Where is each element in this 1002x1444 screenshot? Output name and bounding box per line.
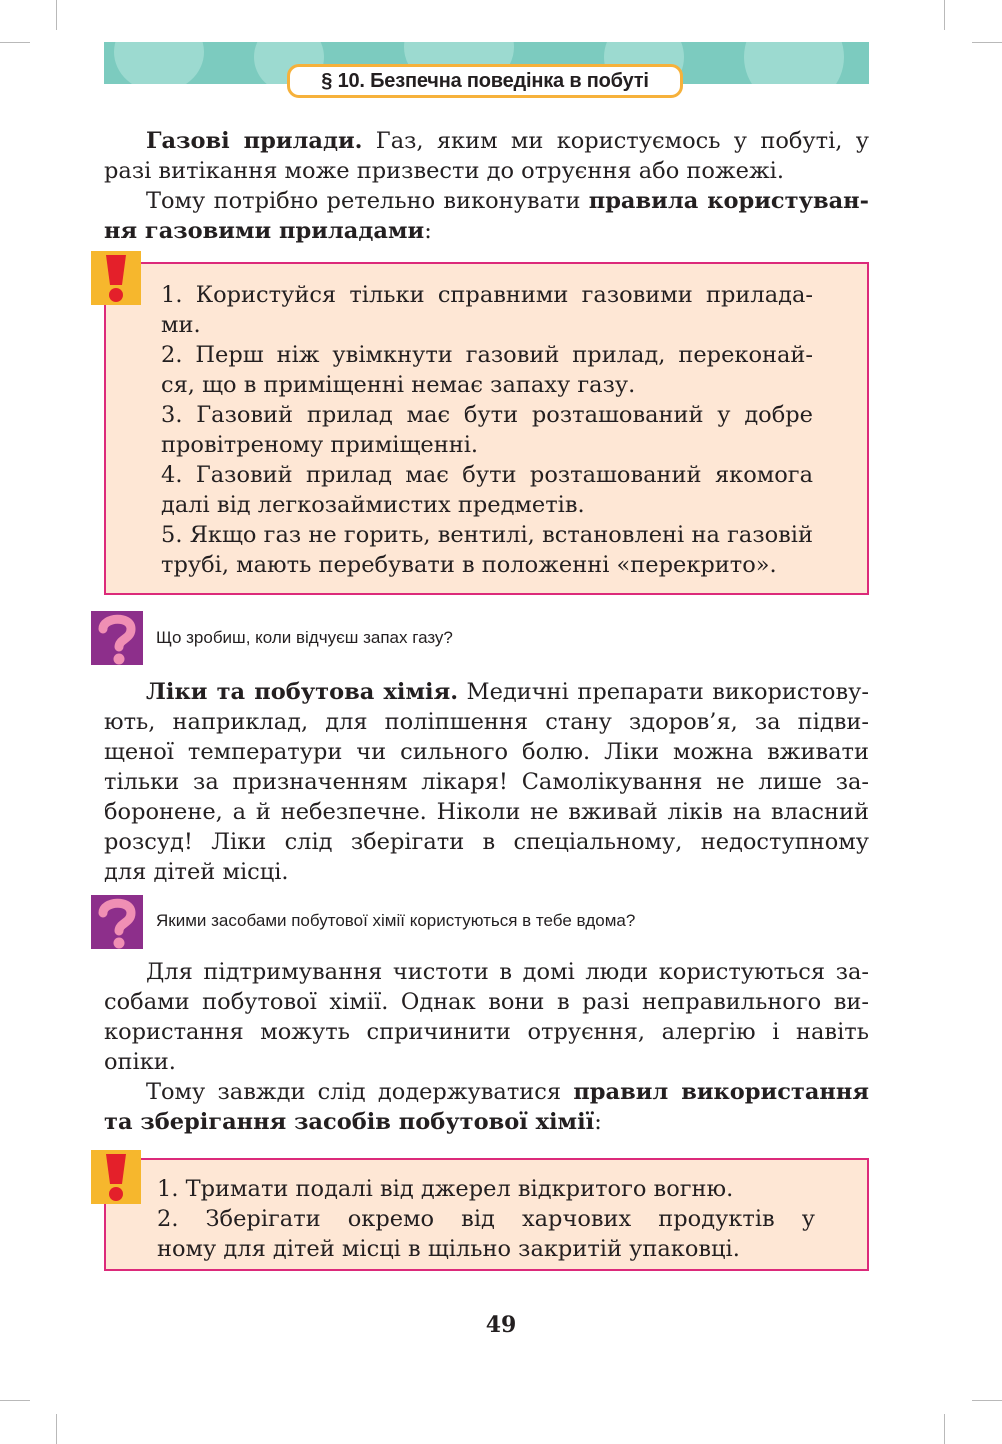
exclamation-icon xyxy=(91,1150,141,1204)
gas-rules-list xyxy=(161,280,813,580)
text-line: ня газовими приладами: xyxy=(104,218,432,244)
text-line: Газові прилади. Газ, яким ми користуємось у побуті, у xyxy=(146,128,869,154)
rule-line: ми. xyxy=(161,312,201,338)
section-title: § 10. Безпечна поведінка в побуті xyxy=(287,64,683,98)
question-text: Якими засобами побутової хімії користуються в тебе вдома? xyxy=(156,911,636,930)
crop-mark xyxy=(944,1414,945,1444)
crop-mark xyxy=(972,1400,1002,1401)
rule-line: далі від легкозаймистих предметів. xyxy=(161,492,585,518)
rule-line: 1. Користуйся тільки справними газовими прилада- xyxy=(161,282,813,308)
exclamation-icon xyxy=(91,251,141,305)
text-line: та зберігання засобів побутової хімії: xyxy=(104,1109,602,1135)
question-mark-icon xyxy=(91,611,143,665)
rule-line: ся, що в приміщенні немає запаху газу. xyxy=(161,372,636,398)
gas-paragraph xyxy=(104,126,869,246)
text-line: для дітей місці. xyxy=(104,859,289,885)
text-line: боронене, а й небезпечне. Ніколи не вживай ліків на власний xyxy=(104,799,869,825)
text-line: ють, наприклад, для поліпшення стану здоров’я, за підви- xyxy=(104,709,869,735)
rule-line: трубі, мають перебувати в положенні «перекрито». xyxy=(161,552,777,578)
text-line: Тому потрібно ретельно виконувати правила користуван- xyxy=(146,188,869,214)
crop-mark xyxy=(944,0,945,30)
crop-mark xyxy=(0,42,30,43)
text-line: користання можуть спричинити отруєння, алергію і навіть xyxy=(104,1019,869,1045)
crop-mark xyxy=(56,1414,57,1444)
text-line: тільки за призначенням лікаря! Самолікування не лише за- xyxy=(104,769,869,795)
crop-mark xyxy=(972,42,1002,43)
chemistry-paragraph xyxy=(104,957,869,1137)
rule-line: 1. Тримати подалі від джерел відкритого вогню. xyxy=(157,1176,734,1202)
rule-line: 2. Зберігати окремо від харчових продуктів у xyxy=(157,1206,815,1232)
rule-line: провітреному приміщенні. xyxy=(161,432,479,458)
chemistry-rules-list xyxy=(157,1174,815,1264)
crop-mark xyxy=(56,0,57,30)
question-mark-icon xyxy=(91,895,143,949)
rule-line: 4. Газовий прилад має бути розташований якомога xyxy=(161,462,813,488)
medicine-paragraph xyxy=(104,677,869,887)
text-line: щеної температури чи сильного болю. Ліки можна вживати xyxy=(104,739,869,765)
rule-line: 5. Якщо газ не горить, вентилі, встановлені на газовій xyxy=(161,522,813,548)
question-text: Що зробиш, коли відчуєш запах газу? xyxy=(156,628,453,647)
rule-line: ному для дітей місці в щільно закритій упаковці. xyxy=(157,1236,740,1262)
text-line: розсуд! Ліки слід зберігати в спеціальному, недоступному xyxy=(104,829,869,855)
text-line: Ліки та побутова хімія. Медичні препарати використову- xyxy=(146,679,869,705)
crop-mark xyxy=(0,1400,30,1401)
text-line: собами побутової хімії. Однак вони в разі неправильного ви- xyxy=(104,989,869,1015)
rule-line: 2. Перш ніж увімкнути газовий прилад, переконай- xyxy=(161,342,813,368)
page-number: 49 xyxy=(485,1312,517,1338)
text-line: Для підтримування чистоти в домі люди користуються за- xyxy=(146,959,869,985)
text-line: разі витікання може призвести до отруєння або пожежі. xyxy=(104,158,785,184)
rule-line: 3. Газовий прилад має бути розташований у добре xyxy=(161,402,813,428)
text-line: опіки. xyxy=(104,1049,176,1075)
text-line: Тому завжди слід додержуватися правил використання xyxy=(146,1079,869,1105)
